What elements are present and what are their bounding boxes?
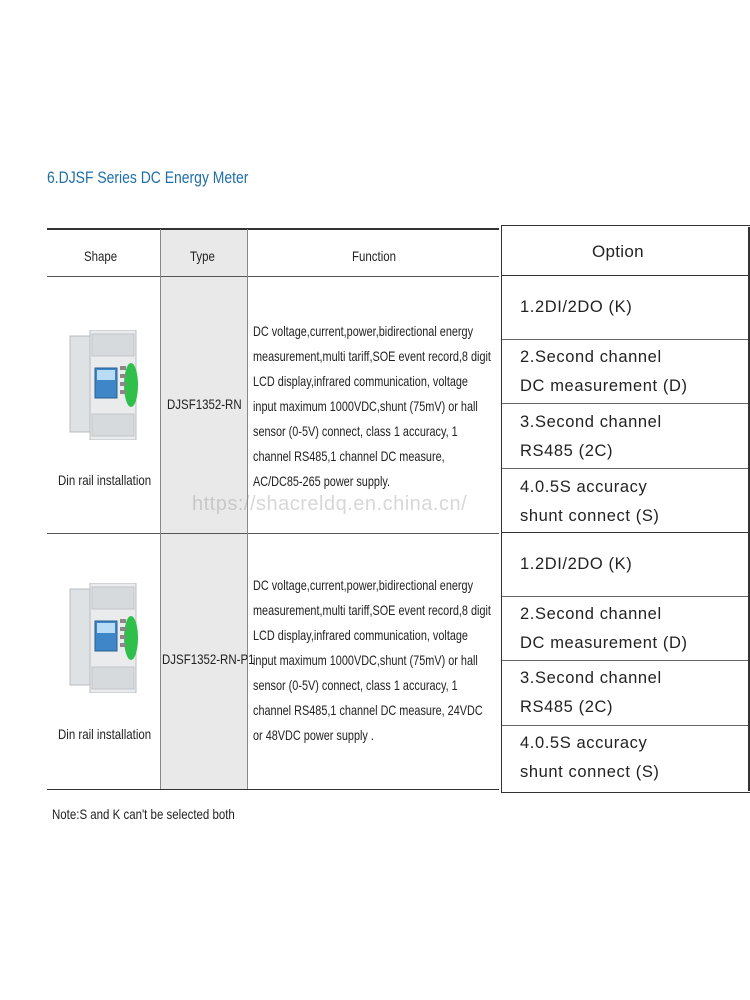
type-model: DJSF1352-RN-P1 [162, 651, 255, 667]
option-panel [501, 225, 750, 793]
footnote: Note:S and K can't be selected both [52, 806, 235, 822]
header-function: Function [352, 248, 397, 264]
option-cell: 1.2DI/2DO (K) [502, 277, 750, 340]
option-cell: 3.Second channel RS485 (2C) [502, 661, 750, 726]
row-divider [47, 533, 499, 534]
header-option: Option [502, 226, 750, 276]
table-bottom-border [47, 789, 499, 790]
header-type: Type [190, 248, 215, 264]
watermark: https://shacreldq.en.china.cn/ [192, 493, 468, 515]
column-divider-shape-type [160, 229, 161, 789]
energy-meter-image [68, 330, 140, 440]
section-title: 6.DJSF Series DC Energy Meter [47, 168, 249, 187]
function-text: DC voltage,current,power,bidirectional energy measurement,multi tariff,SOE event record,8 digit LCD display,infrared communication, voltage input maximum 1000VDC,shunt (75mV) or hall sensor (0-5V) connect, class 1 accuracy, 1 channel RS485,1 channel DC measure, 24VDC or 48VDC power supply . [253, 578, 491, 743]
option-cell: 4.0.5S accuracy shunt connect (S) [502, 469, 750, 533]
option-cell: 1.2DI/2DO (K) [502, 533, 750, 597]
shape-caption: Din rail installation [58, 472, 152, 488]
option-cell: 2.Second channel DC measurement (D) [502, 340, 750, 404]
option-cell: 4.0.5S accuracy shunt connect (S) [520, 734, 660, 781]
header-divider [47, 276, 499, 277]
option-cell: 2.Second channel DC measurement (D) [502, 597, 750, 661]
shape-caption: Din rail installation [58, 726, 152, 742]
header-shape: Shape [84, 248, 118, 264]
table-top-border [47, 228, 499, 230]
option-cell: 3.Second channel RS485 (2C) [502, 404, 750, 469]
function-text: DC voltage,current,power,bidirectional energy measurement,multi tariff,SOE event record,8 digit LCD display,infrared communication, voltage input maximum 1000VDC,shunt (75mV) or hall sensor (0-5V) connect, class 1 accuracy, 1 channel RS485,1 channel DC measure, AC/DC85-265 power supply. [253, 324, 491, 489]
energy-meter-image [68, 583, 140, 693]
type-model: DJSF1352-RN [167, 396, 242, 412]
